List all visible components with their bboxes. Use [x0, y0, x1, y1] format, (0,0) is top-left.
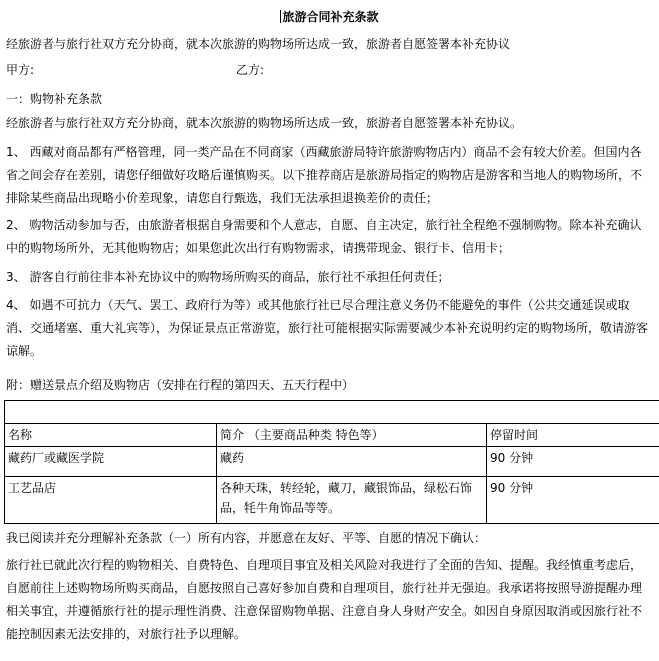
- header-name: 名称: [5, 424, 217, 447]
- row-description: 各种天珠，转经轮，藏刀，藏银饰品，绿松石饰品，牦牛角饰品等等。: [217, 477, 487, 524]
- row-duration: 90 分钟: [487, 447, 659, 477]
- row-name: 工艺品店: [5, 477, 217, 524]
- title-text: 旅游合同补充条款: [282, 10, 379, 24]
- parties-line: [6, 63, 656, 78]
- table-spacer-row: [4, 400, 659, 423]
- section1-heading: 一：购物补充条款: [6, 92, 103, 106]
- document-title: [0, 9, 659, 25]
- party-b-label: 乙方:: [236, 63, 265, 77]
- party-a-label: 甲方:: [6, 63, 35, 77]
- clause-1: 1、 西藏对商品都有严格管理，同一类产品在不同商家（西藏旅游局特许旅游购物店内）商品不会有较大价差。但国内各省之间会存在差别，请您仔细做好攻略后谨慎购买。以下推荐商店是旅游局指定的购物店是游客和当地人的购物场所，不排除某些商品出现略小价差现象，请您自行甄选，我们无法承担退换差价的责任；: [6, 145, 643, 205]
- clause-3: 3、 游客自行前往非本补充协议中的购物场所购买的商品，旅行社不承担任何责任；: [6, 270, 450, 284]
- table-header-row: [5, 424, 659, 447]
- clause-2: 2、 购物活动参加与否，由旅游者根据自身需要和个人意志，自愿、自主决定，旅行社全程绝不强制购物。除本补充确认中的购物场所外，无其他购物店；如果您此次出行有购物需求，请携带现金、银行卡、信用卡；: [6, 218, 642, 255]
- confirm-text: 旅行社已就此次行程的购物相关、自费特色、自理项目事宜及相关风险对我进行了全面的告知、提醒。我经慎重考虑后，自愿前往上述购物场所购买商品，自愿按照自己喜好参加自费和自理项目，旅行社并无强迫。我承诺将按照导游提醒办理相关事宜，并遵循旅行社的提示理性消费、注意保留购物单据、注意自身人身财产安全。如因自身原因取消或因旅行社不能控制因素无法安排的，对旅行社予以理解。: [6, 558, 643, 641]
- table-row: [5, 477, 659, 524]
- header-description: 简介 （主要商品种类 特色等）: [217, 424, 487, 447]
- confirm-heading: 我已阅读并充分理解补充条款（一）所有内容，并愿意在友好、平等、自愿的情况下确认：: [6, 531, 487, 545]
- header-duration: 停留时间: [487, 424, 659, 447]
- row-duration: 90 分钟: [487, 477, 659, 524]
- table-row: [5, 447, 659, 477]
- intro-line: 经旅游者与旅行社双方充分协商，就本次旅游的购物场所达成一致，旅游者自愿签署本补充协议: [6, 37, 511, 51]
- row-description: 藏药: [217, 447, 487, 477]
- clause-4: 4、 如遇不可抗力（天气、罢工、政府行为等）或其他旅行社已尽合理注意义务仍不能避免的事件（公共交通延误或取消、交通堵塞、重大礼宾等），为保证景点正常游览，旅行社可能根据实际需要减少本补充说明约定的购物场所，敬请游客谅解。: [6, 298, 649, 358]
- section1-intro: 经旅游者与旅行社双方充分协商，就本次旅游的购物场所达成一致，旅游者自愿签署本补充协议。: [6, 116, 523, 130]
- row-name: 藏药厂或藏医学院: [5, 447, 217, 477]
- shopping-table: [4, 423, 659, 524]
- appendix-line: 附：赠送景点介绍及购物店（安排在行程的第四天、五天行程中）: [6, 378, 355, 392]
